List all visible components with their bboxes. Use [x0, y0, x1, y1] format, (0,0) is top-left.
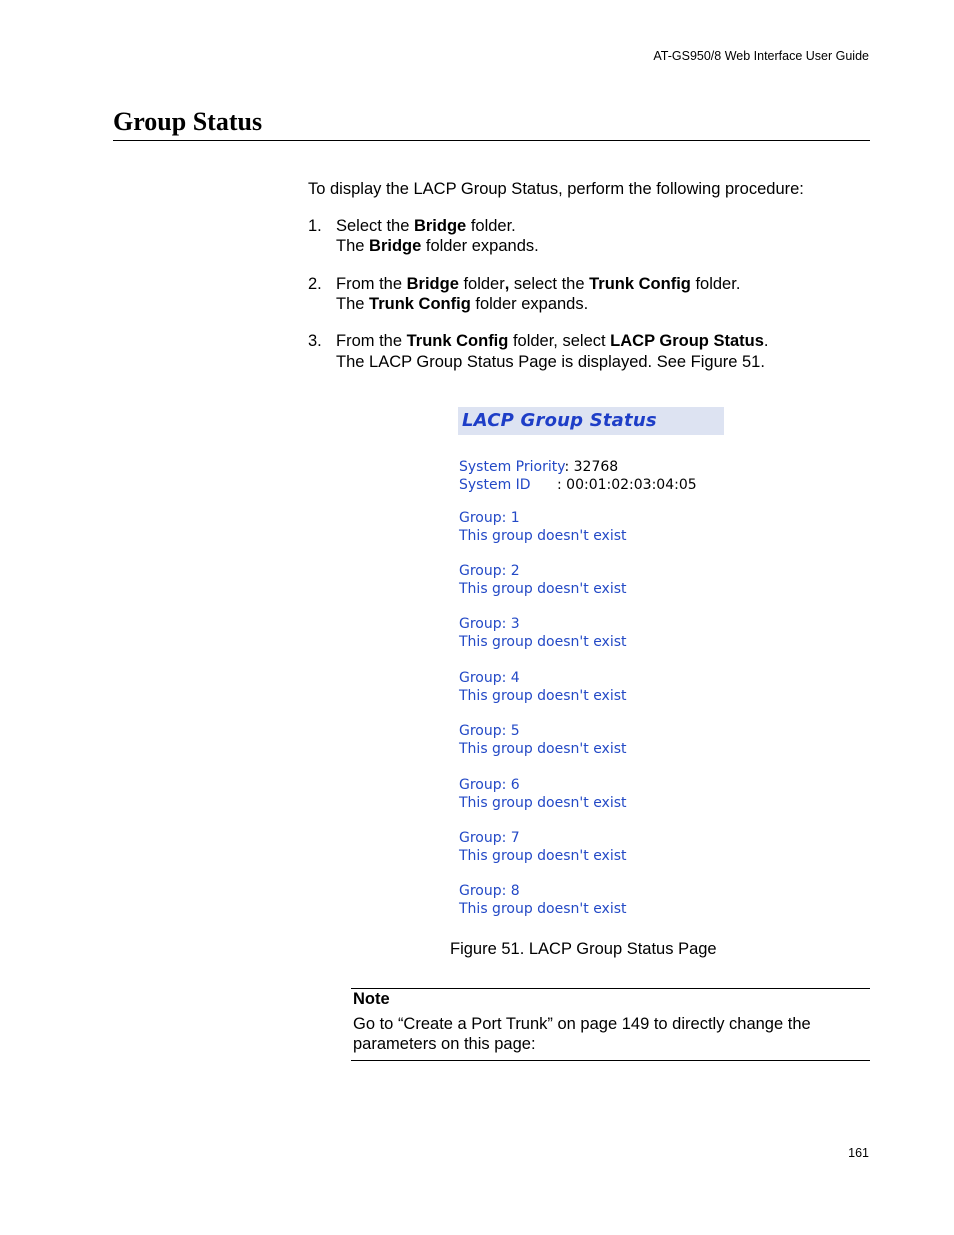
system-priority-label: System Priority [459, 459, 565, 475]
note-bottom-rule [351, 1060, 870, 1061]
note-top-rule [351, 988, 870, 989]
step-number: 3. [308, 332, 322, 350]
group-label: Group: 8 [459, 883, 520, 899]
figure-caption: Figure 51. LACP Group Status Page [450, 940, 717, 958]
section-title: Group Status [113, 107, 263, 136]
group-status: This group doesn't exist [459, 528, 627, 544]
system-id-value: : 00:01:02:03:04:05 [557, 477, 697, 493]
step-number: 2. [308, 275, 322, 293]
note-text: Go to “Create a Port Trunk” on page 149 to directly change the parameters on this page: [353, 1015, 811, 1053]
group-status: This group doesn't exist [459, 634, 627, 650]
step-3-line-1: From the Trunk Config folder, select LACP Group Status. [336, 332, 769, 350]
group-status: This group doesn't exist [459, 901, 627, 917]
step-2-line-1: From the Bridge folder, select the Trunk Config folder. [336, 275, 741, 293]
system-priority-value: : 32768 [564, 459, 619, 475]
group-status: This group doesn't exist [459, 795, 627, 811]
step-1-line-1: Select the Bridge folder. [336, 217, 516, 235]
group-label: Group: 6 [459, 777, 520, 793]
system-id-label: System ID [459, 477, 531, 493]
group-label: Group: 3 [459, 616, 520, 632]
group-label: Group: 2 [459, 563, 520, 579]
group-status: This group doesn't exist [459, 581, 627, 597]
group-status: This group doesn't exist [459, 848, 627, 864]
lacp-group-status-banner [458, 407, 724, 435]
group-label: Group: 1 [459, 510, 520, 526]
group-label: Group: 5 [459, 723, 520, 739]
group-label: Group: 7 [459, 830, 520, 846]
group-status: This group doesn't exist [459, 688, 627, 704]
note-title: Note [353, 990, 390, 1008]
title-divider [113, 140, 870, 141]
system-priority-row [459, 458, 618, 476]
system-id-row [459, 476, 697, 494]
intro-paragraph: To display the LACP Group Status, perform the following procedure: [308, 180, 804, 198]
step-1-line-2: The Bridge folder expands. [336, 237, 539, 255]
banner-title: LACP Group Status [462, 410, 657, 431]
group-label: Group: 4 [459, 670, 520, 686]
running-header: AT-GS950/8 Web Interface User Guide [653, 49, 869, 63]
page-number: 161 [848, 1146, 869, 1160]
group-status: This group doesn't exist [459, 741, 627, 757]
step-2-line-2: The Trunk Config folder expands. [336, 295, 589, 313]
step-number: 1. [308, 217, 322, 235]
step-3-line-2: The LACP Group Status Page is displayed. See Figure 51. [336, 353, 765, 371]
